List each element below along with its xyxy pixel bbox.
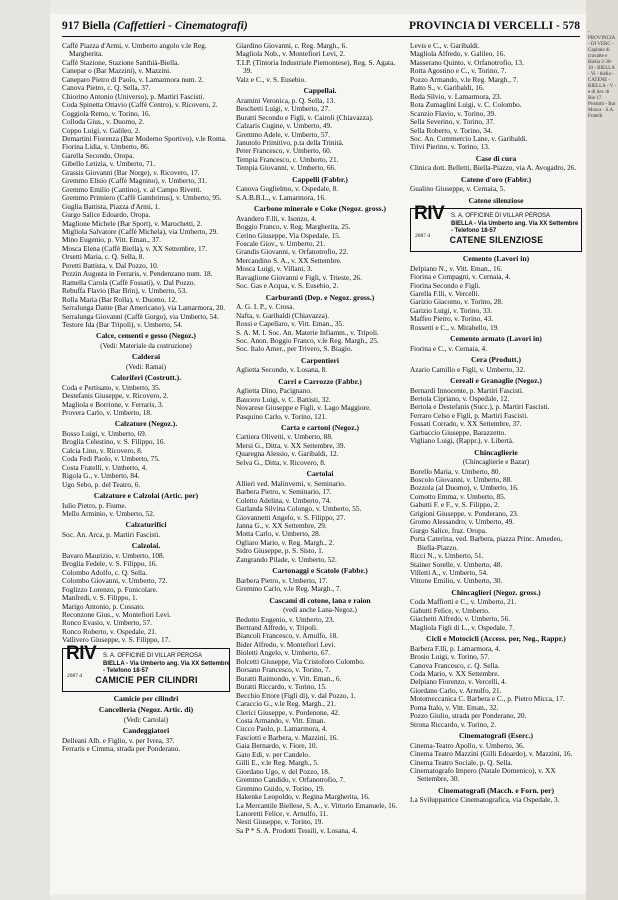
directory-entry: Allieri ved. Malinverni, v. Seminario.: [236, 478, 346, 488]
directory-entry: Fiorina Lidia, v. Umberto, 86.: [62, 142, 150, 152]
directory-entry: Garlanda Silvina Colongo, v. Umberto, 55.: [236, 504, 362, 514]
page-header: [62, 20, 580, 37]
directory-entry: Fiorina e C., v. Cernaia, 4.: [410, 343, 487, 353]
directory-entry: Sidro Giuseppe, p. S. Sisto, 1.: [236, 546, 324, 556]
directory-entry: Foscale Giov., v. Umberto, 21.: [236, 238, 326, 248]
directory-entry: Magliola Alfredo, v. Galileo, 16.: [410, 49, 506, 59]
section-note: (Vedi: Ramai): [126, 362, 166, 371]
directory-entry: Aramini Veronica, p. Q. Sella, 13.: [236, 95, 336, 105]
directory-entry: Caffè Stazione, Stazione Santhià-Biella.: [62, 57, 180, 67]
directory-entry: Rossetti e C., v. Mirabello, 19.: [410, 322, 500, 332]
directory-entry: Sella Roberto, v. Torino, 34.: [410, 125, 493, 135]
directory-entry: Vigliano Luigi, (Rappr.), v. Libertà.: [410, 436, 514, 446]
directory-entry: Gabutti F. e F., v. S. Filippo, 2.: [410, 500, 500, 510]
directory-entry: Motomeccanica C. Barbera e C., p. Pietro Micca, 17.: [410, 694, 565, 704]
directory-entry: Cinematografo Impero (Natale Domenico), v. XX Settembre, 30.: [410, 765, 556, 784]
directory-entry: Borello Maria, v. Umberto, 80.: [410, 466, 501, 476]
directory-entry: Soc. An. Commercio Lane, v. Garibaldi.: [410, 133, 528, 143]
directory-entry: Reda Silvio, v. Lamarmora, 23.: [410, 91, 502, 101]
directory-entry: Coggiola Remo, v. Torino, 16.: [62, 108, 151, 118]
directory-entry: Rolla Maria (Bar Rolla), v. Duomo, 12.: [62, 294, 178, 304]
directory-entry: Coda Maffiotti e C., v. Umberto, 21.: [410, 597, 517, 607]
ad-address: BIELLA - Via Umberto ang. Via XX Settembre - Telefono 18-57: [103, 660, 231, 674]
directory-entry: Ogliaro Mario, v. Reg. Margh., 2.: [236, 537, 335, 547]
directory-entry: Janna G., v. XX Settembre, 29.: [236, 521, 327, 531]
directory-entry: Testore Ida (Bar Tripoli), v. Umberto, 54.: [62, 319, 183, 329]
section-heading: Cancelleria (Negoz. Artic. di): [98, 705, 194, 715]
directory-entry: Sa P * S. A. Prodotti Tessili, v. Losana, 4.: [236, 825, 358, 835]
section-heading: Calzature e Calzolai (Artic. per): [93, 491, 199, 501]
section-heading: Camicie per cilindri: [113, 693, 179, 703]
directory-entry: Nafta, v. Garibaldi (Chiavazza).: [236, 310, 330, 320]
directory-entry: Cartiera Olivetti, v. Umberto, 88.: [236, 432, 333, 442]
directory-entry: Garella F.lli, v. Vercelli.: [410, 288, 480, 298]
directory-entry: Canova Francesco, c. Q. Sella.: [410, 660, 500, 670]
directory-entry: Coppo Luigi, v. Galileo, 2.: [62, 125, 141, 135]
riv-advertisement: [62, 642, 231, 692]
directory-entry: Borsano Francesco, v. Torino, 7.: [236, 665, 331, 675]
directory-entry: Baucero Luigi, v. C. Battisti, 32.: [236, 394, 331, 404]
directory-entry: La Mercantile Biellese, S. A., v. Vittorio Emanuele, 16.: [236, 800, 398, 810]
directory-entry: Costa Armando, v. Vitt. Eman.: [236, 715, 326, 725]
directory-entry: Serralunga Giovanni (Caffè Gurgo), via Umberto, 54.: [62, 311, 219, 321]
section-heading: Calzature (Negoz.).: [114, 419, 178, 429]
directory-entry: Pezzin Augusta in Ferraris, v. Pendenzano num. 18.: [62, 269, 213, 279]
directory-entry: Grassis Giovanni (Bar Norge), v. Ricovero, 17.: [62, 167, 200, 177]
directory-entry: Mino Eugenio, p. Vitt. Eman., 37.: [62, 235, 161, 245]
directory-entry: Ferraro Celso e Figli, p. Martiri Fascisti.: [410, 410, 529, 420]
directory-entry: Costa Fratelli, v. Umberto, 4.: [62, 462, 148, 472]
directory-entry: Canova Guglielmo, v. Ospedale, 8.: [236, 184, 339, 194]
ad-number: 2087 d: [415, 233, 431, 240]
directory-entry: Avandero F.lli, v. Isonzo, 4.: [236, 213, 317, 223]
directory-entry: Azario Camillo e Figli, v. Umberto, 32.: [410, 364, 526, 374]
directory-entry: Ronco Evasio, v. Umberto, 57.: [62, 618, 152, 628]
directory-entry: Marigo Antonio, p. Cossato.: [62, 601, 145, 611]
directory-entry: Demartini Fiorenza (Bar Moderno Sportivo), v.le Roma.: [62, 133, 227, 143]
directory-entry: Peter Francesco, v. Umberto, 60.: [236, 146, 332, 156]
directory-entry: Caffè Piazza d'Armi, v. Umberto angolo v.le Reg. Margherita.: [62, 41, 207, 59]
directory-entry: Grandis Giovanni, v. Orfanotrofio, 22.: [236, 247, 349, 257]
directory-entry: Calcia Lino, v. Ricovero, 8.: [62, 445, 143, 455]
section-heading: Cinematografi (Macch. e Forn. per): [438, 785, 554, 795]
directory-entry: Ratto S., v. Garibaldi, 16.: [410, 83, 485, 93]
section-note: (Chincaglierie e Bazar): [462, 458, 530, 467]
directory-entry: Scanzio Flavio, v. Torino, 39.: [410, 108, 497, 118]
directory-entry: Mosca Luigi, v. Villani, 3.: [236, 264, 313, 274]
directory-entry: Provera Carlo, v. Umberto, 18.: [62, 408, 152, 418]
directory-entry: Cucco Paolo, p. Lamarmora, 4.: [236, 724, 328, 734]
directory-entry: Mercandino S. A., v. XX Settembre.: [236, 255, 342, 265]
directory-entry: Destefanis Giuseppe, v. Ricovero, 2.: [62, 391, 169, 401]
directory-entry: Biancoli Francesco, v. Arnulfo, 18.: [236, 631, 339, 641]
directory-entry: Poma Italo, v. Vitt. Eman., 32.: [410, 702, 499, 712]
directory-entry: Foglizzo Lorenzo, p. Funicolare.: [62, 584, 158, 594]
directory-entry: Fiorina e Compagni, v. Cernaia, 4.: [410, 272, 511, 282]
directory-entry: Delpiano N., v. Vitt. Eman., 16.: [410, 263, 503, 273]
directory-entry: Gremmo Primiero (Caffè Gambrinus), v. Umberto, 95.: [62, 193, 222, 203]
directory-entry: Gabutti Felice, v. Umberto.: [410, 605, 490, 615]
directory-entry: Cinema Teatro Mazzini (Gilli Edoardo), v. Mazzini, 16.: [410, 749, 573, 759]
directory-entry: Motta Carlo, v. Umberto, 28.: [236, 529, 321, 539]
directory-entry: Rotta Agostino e C., v. Torino, 7.: [410, 66, 507, 76]
section-heading: Calzolai.: [131, 541, 161, 551]
section-note: (vedi anche Lana-Negoz.): [283, 606, 357, 615]
section-heading: Cereali e Granaglie (Negoz.): [450, 376, 542, 386]
directory-entry: Gremmo Candido, v. Orfanotrofio, 7.: [236, 775, 345, 785]
directory-entry: Magliola Nob., v. Montefiori Levi, 2.: [236, 49, 345, 59]
directory-entry: Selva G., Ditta, v. Ricovero, 8.: [236, 457, 326, 467]
directory-entry: Bolcetti Giuseppe, Via Cristoforo Colombo.: [236, 656, 365, 666]
directory-entry: Colombo Adolfo, c. Q. Sella.: [62, 567, 148, 577]
ad-product: CATENE SILENZIOSE: [449, 235, 544, 246]
directory-entry: A. G. I. P., v. Crosa.: [236, 302, 295, 312]
directory-entry: Beschetti Luigi, v. Umberto, 27.: [236, 104, 330, 114]
directory-entry: Valz e C., v. S. Eusebio.: [236, 74, 307, 84]
directory-entry: Broglia Fedele, v. S. Filippo, 16.: [62, 559, 158, 569]
directory-entry: Bernardi Innocente, p. Martiri Fascisti.: [410, 385, 524, 395]
directory-entry: Manfredi, v. S. Filippo, 1.: [62, 593, 138, 603]
directory-entry: Garella Secondo, Oropa.: [62, 150, 135, 160]
directory-entry: Gurgo Salice, fraz. Oropa.: [410, 525, 487, 535]
directory-entry: Comotto Emma, v. Umberto, 85.: [410, 491, 506, 501]
directory-entry: Lanoretti Felice, v. Arnulfo, 11.: [236, 808, 329, 818]
directory-entry: Clinica dott. Belletti, Biella-Piazzo, via A. Avogadro, 26.: [410, 163, 577, 173]
section-heading: Cemento armato (Lavori in): [450, 334, 542, 344]
directory-entry: Ferraris e Cimma, strada per Ponderano.: [62, 744, 181, 754]
directory-entry: Buratti Raimondo, v. Vitt. Eman., 6.: [236, 673, 342, 683]
right-page-number: 578: [562, 20, 580, 32]
section-heading: Cinematografi (Eserc.): [458, 731, 534, 741]
directory-entry: Coda Mario, v. XX Settembre.: [410, 669, 500, 678]
directory-entry: Giovannetti Angelo, v. S. Filippo, 27.: [236, 512, 346, 522]
directory-entry: Delleani Alb. e Figlio, v. per Ivrea, 37.: [62, 735, 175, 745]
spine-text: - PROVINCIA - DI VERC - Capitale di cravatte e Biella 2-30-10 - BIELLA - Vi - biella - CATENE - BIELLA - V - e di Ser. di Bie 17. Prodotti - Bat Mosca - S.A. Fratelli: [588, 30, 616, 119]
directory-entry: Canova Pietro, c. Q. Sella, 37.: [62, 83, 151, 93]
directory-entry: Ronco Roberto, v. Ospedale, 21.: [62, 626, 157, 636]
section-heading: Catene d'oro (Fabbr.): [460, 174, 532, 184]
directory-entry: Bosso Luigi, v. Umberto, 69.: [62, 428, 147, 438]
directory-entry: Cinema Teatro Sociale, p. Q. Sella.: [410, 757, 513, 767]
directory-entry: Garizio Luigi, v. Torino, 33.: [410, 305, 492, 315]
directory-entry: Strona Riccardo, v. Torino, 2.: [410, 719, 497, 729]
directory-entry: Coletto Adelina, v. Umberto, 74.: [236, 495, 332, 505]
directory-entry: Iulio Pietro, p. Fiume.: [62, 500, 127, 510]
directory-entry: Garizio Giacomo, v. Torino, 28.: [410, 297, 503, 307]
directory-entry: Chiorino Antonio (Universo), p. Martiri Fascisti.: [62, 91, 205, 101]
directory-entry: Magliola Figli di L., v. Ospedale, 7.: [410, 622, 515, 632]
section-heading: Carpentieri: [301, 355, 339, 365]
directory-entry: Ramella Carola (Caffè Fossati), v. Dal Pozzo.: [62, 277, 196, 287]
directory-entry: Nesti Giuseppe, v. Torino, 19.: [236, 817, 324, 827]
directory-entry: Soc. An. Arca, p. Martiri Fascisti.: [62, 529, 161, 539]
directory-entry: Novarese Giuseppe e Figli, v. Lago Maggiore.: [236, 403, 372, 413]
directory-entry: Hakenke Leopoldo, v. Regina Margherita, 16.: [236, 792, 370, 802]
page-left-margin: [0, 0, 50, 900]
directory-entry: Gremmo Adele, v. Umberto, 57.: [236, 129, 330, 139]
directory-entry: Giordano Ugo, v. del Pozzo, 18.: [236, 766, 330, 776]
section-heading: Calderai: [131, 352, 161, 362]
directory-entry: Giordano Carlo, v. Arnulfo, 21.: [410, 685, 502, 695]
directory-entry: La Sviluppatrice Cinematografica, via Ospedale, 3.: [410, 795, 560, 805]
header-right: PROVINCIA DI VERCELLI - 578: [408, 20, 580, 32]
directory-entry: Vallivero Giuseppe, v. S. Filippo, 17.: [62, 635, 171, 645]
section-heading: Cappelli (Fabbr.): [292, 174, 348, 184]
directory-entry: Quaregna Alessio, v. Garibaldi, 12.: [236, 449, 339, 459]
directory-entry: Gurgo Salice Edoardo, Oropa.: [62, 210, 151, 220]
riv-logo: RIV: [414, 203, 445, 225]
directory-entry: Buratti Secondo e Figli, v. Cairoli (Chiavazza).: [236, 112, 374, 122]
directory-entry: Becchio Ettore (Figli di), v. dal Pozzo, 1.: [236, 690, 356, 700]
section-heading: Catene silenziose: [468, 195, 524, 205]
directory-entry: Calzaris Cugine, v. Umberto, 49.: [236, 121, 332, 131]
directory-entry: Mosca Elena (Caffè Biella), v. XX Settembre, 17.: [62, 243, 208, 253]
directory-entry: Zangrando Pilade, v. Umberto, 52.: [236, 554, 337, 564]
directory-entry: Caneparo Pietro di Paolo, v. Lamarmora num. 2.: [62, 74, 204, 84]
section-heading: Carri e Carrozze (Fabbr.): [278, 376, 362, 386]
section-heading: Calce, cementi e gesso (Negoz.): [96, 331, 196, 341]
directory-entry: Magliola e Borrione, v. Ferraris, 3.: [62, 399, 164, 409]
directory-entry: Barbera F.lli, p. Lamarmora, 4.: [410, 643, 501, 653]
column-3: [410, 42, 582, 805]
directory-entry: Gromo Alessandro, v. Umberto, 49.: [410, 517, 515, 527]
directory-entry: Giachetti Alfredo, v. Umberto, 56.: [410, 614, 511, 624]
directory-entry: S.A.B.B.L., v. Lamarmora, 16.: [236, 192, 326, 202]
section-heading: Cappellai.: [303, 86, 337, 96]
ad-number: 2087 d: [67, 672, 83, 679]
directory-entry: Bertola Cipriano, v. Ospedale, 12.: [410, 393, 510, 403]
directory-entry: Barbera Pietro, v. Seminario, 17.: [236, 487, 332, 497]
section-heading: Carbone minerale e Coke (Negoz. gross.): [253, 204, 387, 214]
directory-entry: Janutolo Primitivo, p.ta della Trinità.: [236, 137, 344, 147]
directory-entry: Sella Severino, v. Torino, 37.: [410, 117, 495, 127]
directory-entry: Rigola G., v. Umberto, 84.: [62, 471, 140, 481]
directory-entry: Buratti Riccardo, v. Torino, 15.: [236, 682, 327, 692]
directory-entry: Vittone Emilio, v. Umberto, 30.: [410, 576, 503, 586]
directory-entry: Pozzo Armando, v.le Reg. Margh., 7.: [410, 74, 519, 84]
directory-entry: Bozzola (al Duomo), v. Umberto, 16.: [410, 483, 519, 493]
directory-entry: Barbera Pietro, v. Umberto, 17.: [236, 575, 328, 585]
directory-entry: Stainer Sorelle, v. Umberto, 48.: [410, 559, 503, 569]
directory-entry: Villetti A., v. Umberto, 54.: [410, 568, 488, 578]
directory-entry: Rebuffa Flavio (Bar Brin), v. Umberto, 53.: [62, 286, 188, 296]
section-heading: Chincaglieri (Negoz. gross.): [451, 587, 541, 597]
directory-entry: Rossi e Capellaro, v. Vitt. Eman., 35.: [236, 319, 344, 329]
directory-entry: Garbaccio Giuseppe, Barazzetto.: [410, 427, 507, 437]
directory-entry: Gibello Letizia, v. Umberto, 71.: [62, 159, 156, 169]
directory-entry: Bioletti Angelo, v. Umberto, 67.: [236, 648, 330, 658]
directory-entry: Colombo Giovanni, v. Umberto, 72.: [62, 576, 168, 586]
ad-product: CAMICIE PER CILINDRI: [95, 674, 198, 685]
directory-entry: Levis e C., v. Garibaldi.: [410, 41, 480, 50]
directory-entry: Orsetti Maria, c. Q. Sella, 8.: [62, 252, 145, 262]
section-heading: Cemento (Lavori in): [462, 254, 530, 264]
section-heading: Calzaturifici: [125, 520, 167, 530]
directory-entry: Canepar o (Bar Mazzini), v. Mazzini.: [62, 66, 171, 76]
column-1: [62, 42, 230, 754]
directory-entry: Delpiano Fiorenzo, v. Vercelli, 4.: [410, 677, 507, 687]
directory-entry: Soc. Gas e Acqua, v. S. Eusebio, 2.: [236, 281, 339, 291]
directory-entry: Peretti Battista, v. Dal Pozzo, 10.: [62, 260, 159, 270]
section-heading: Case di cura: [475, 153, 517, 163]
ad-company: S. A. OFFICINE DI VILLAR PEROSA: [103, 652, 203, 659]
directory-entry: Masserano Quinto, v. Orfanotrofio, 13.: [410, 57, 524, 67]
directory-entry: Mello Arminio, v. Umberto, 52.: [62, 509, 155, 519]
directory-entry: Cinema-Teatro Apollo, v. Umberto, 36.: [410, 740, 525, 750]
section-heading: Caloriferi (Costrutt.).: [110, 373, 182, 383]
directory-entry: Mersi G., Ditta, v. XX Settembre, 39.: [236, 440, 346, 450]
section-heading: Cartolai: [306, 469, 334, 479]
directory-entry: Ravaglione Giovanni e Figli, v. Trieste, 26.: [236, 272, 362, 282]
directory-entry: Bedotto Eugenio, v. Umberto, 23.: [236, 614, 335, 624]
directory-entry: Aglietta Dino, Pacignano.: [236, 386, 312, 396]
directory-entry: Porta Caterina, ved. Barbera, piazza Princ. Amedeo, Biella-Piazzo.: [410, 534, 563, 552]
directory-entry: Bertrand Alfredo, v. Tripoli.: [236, 623, 318, 632]
ad-address: BIELLA - Via Umberto ang. Via XX Settembre - Telefono 18-57: [451, 221, 579, 235]
section-heading: Cera (Produtt.): [470, 355, 522, 365]
directory-entry: Fossati Corrado, v. XX Settembre, 37.: [410, 419, 522, 429]
section-heading: Cartonaggi e Scatole (Fabbr.): [272, 566, 368, 576]
directory-entry: Boscolo Giovanni, v. Umberto, 88.: [410, 475, 513, 485]
section-heading: Chincaglierie: [474, 447, 518, 457]
directory-entry: Soc. Italo Amer., per Trivero, S. Biagio.: [236, 344, 353, 354]
directory-entry: Gremmo Guido, v. Torino, 19.: [236, 783, 325, 793]
riv-logo: RIV: [66, 642, 97, 664]
adjacent-page-edge: [586, 0, 618, 900]
directory-entry: Gato Edi, v. per Candelo.: [236, 749, 310, 759]
page-number: 917: [62, 20, 80, 32]
directory-entry: Tempia Giovanni, v. Umberto, 66.: [236, 163, 336, 173]
directory-entry: Caraccio G., v.le Reg. Margh., 21.: [236, 699, 336, 709]
directory-entry: Tempia Francesco, c. Umberto, 21.: [236, 154, 339, 164]
directory-entry: Coda Fedi Paolo, v. Umberto, 75.: [62, 454, 160, 464]
province-title: PROVINCIA DI VERCELLI: [408, 20, 554, 32]
directory-entry: Cerino Giuseppe, Via Ospedale, 15.: [236, 230, 341, 240]
ad-company: S. A. OFFICINE DI VILLAR PEROSA: [451, 213, 551, 220]
directory-entry: Ricci N., v. Umberto, 51.: [410, 551, 484, 561]
directory-entry: S. A. M. I. Soc. An. Materie Infiamm., v. Tripoli.: [236, 327, 379, 337]
directory-entry: Migliola Salvatore (Caffè Michela), via Umberto, 29.: [62, 226, 219, 236]
directory-entry: Soc. Anon. Boggio Franco, v.le Reg. Margh., 25.: [236, 335, 379, 345]
directory-entry: Gremmo Elisio (Caffè Magnino), v. Umberto, 31.: [62, 176, 207, 186]
section-heading: Cicli e Motocicli (Access. per, Neg., Rappr.): [426, 634, 566, 644]
directory-entry: Guglia Battista, Piazza d'Armi, 1.: [62, 201, 160, 211]
directory-entry: Rota Zumaglini Luigi, v. C. Colombo.: [410, 100, 522, 110]
directory-entry: Gaia Bernardo, v. Fiore, 10.: [236, 741, 318, 751]
directory-entry: Aglietta Secondo, v. Losana, 8.: [236, 365, 328, 375]
directory-entry: Bavaro Maurizio, v. Umberto, 108.: [62, 550, 165, 560]
directory-entry: Gremmo Carlo, v.le Reg. Margh., 7.: [236, 584, 342, 594]
directory-entry: Giardino Giovanni, c. Reg. Margh., 6.: [236, 41, 348, 50]
directory-entry: Serralunga Dante (Bar Americano), via Lamarmora, 20.: [62, 303, 226, 313]
directory-entry: Grigioni Giuseppe, v. Ponderano, 23.: [410, 508, 519, 518]
directory-entry: Ugo Sebo, p. del Teatro, 6.: [62, 479, 141, 489]
section-note: (Vedi: Materiale da costruzione): [100, 341, 192, 350]
directory-entry: Pasquino Carlo, v. Torino, 121.: [236, 411, 327, 421]
directory-entry: Broglia Celestino, v. S. Filippo, 16.: [62, 437, 166, 447]
directory-entry: Maffeo Pietro, v. Torino, 43.: [410, 314, 494, 324]
directory-entry: Gremmo Emilio (Cantino), v. al Campo Rivetti.: [62, 184, 202, 194]
directory-entry: Bider Alfredo, v. Montefiori Levi.: [236, 639, 336, 649]
header-left: [62, 20, 248, 32]
directory-entry: Reconzone Gius., v. Montefiori Levi.: [62, 610, 171, 619]
city-name: Biella: [82, 20, 111, 32]
directory-entry: Fasciotti e Barbera, v. Mazzini, 16.: [236, 732, 339, 742]
section-heading: Carta e cartoni (Negoz.): [280, 423, 359, 433]
directory-entry: Gilli E., v.le Reg. Margh., 5.: [236, 758, 319, 768]
section-heading: Cascami di cotone, lana e raion: [269, 595, 371, 605]
directory-entry: Pozzo Giulio, strada per Ponderano, 20.: [410, 711, 527, 721]
column-2: [236, 42, 404, 835]
directory-entry: Clerici Giuseppe, v. Pordenone, 42.: [236, 707, 340, 717]
directory-entry: Colloda Gius., v. Duomo, 2.: [62, 117, 145, 127]
directory-entry: Bertola e Destefanis (Succ.), p. Martiri Fascisti.: [410, 402, 550, 412]
directory-entry: Trivi Pierino, v. Torino, 13.: [410, 142, 490, 152]
directory-entry: Gualino Giuseppe, v. Cernaia, 5.: [410, 184, 506, 194]
category-range: (Caffettieri - Cinematografi): [113, 20, 248, 32]
directory-entry: Maglione Michele (Bar Sport), v. Marochetti, 2.: [62, 218, 203, 228]
directory-entry: T.I.P. (Tintoria Industriale Piemontese), Reg. S. Agata, 39.: [236, 57, 396, 76]
directory-entry: Coda e Pertisano, v. Umberto, 35.: [62, 382, 161, 392]
directory-entry: Brosio Luigi, v. Torino, 57.: [410, 652, 490, 662]
directory-entry: Coda Spinetta Ottavio (Caffè Centro), v. Ricovero, 2.: [62, 100, 218, 110]
directory-entry: Fiorina Secondo e Figli.: [410, 280, 481, 290]
riv-advertisement: [410, 203, 582, 252]
section-heading: Carburanti (Dep. e Negoz. gross.): [265, 292, 375, 302]
section-heading: Candeggiatori: [122, 726, 170, 736]
directory-entry: Boggio Franco, v. Reg. Margherita, 25.: [236, 222, 351, 232]
section-note: (Vedi: Cartolai): [123, 715, 169, 724]
